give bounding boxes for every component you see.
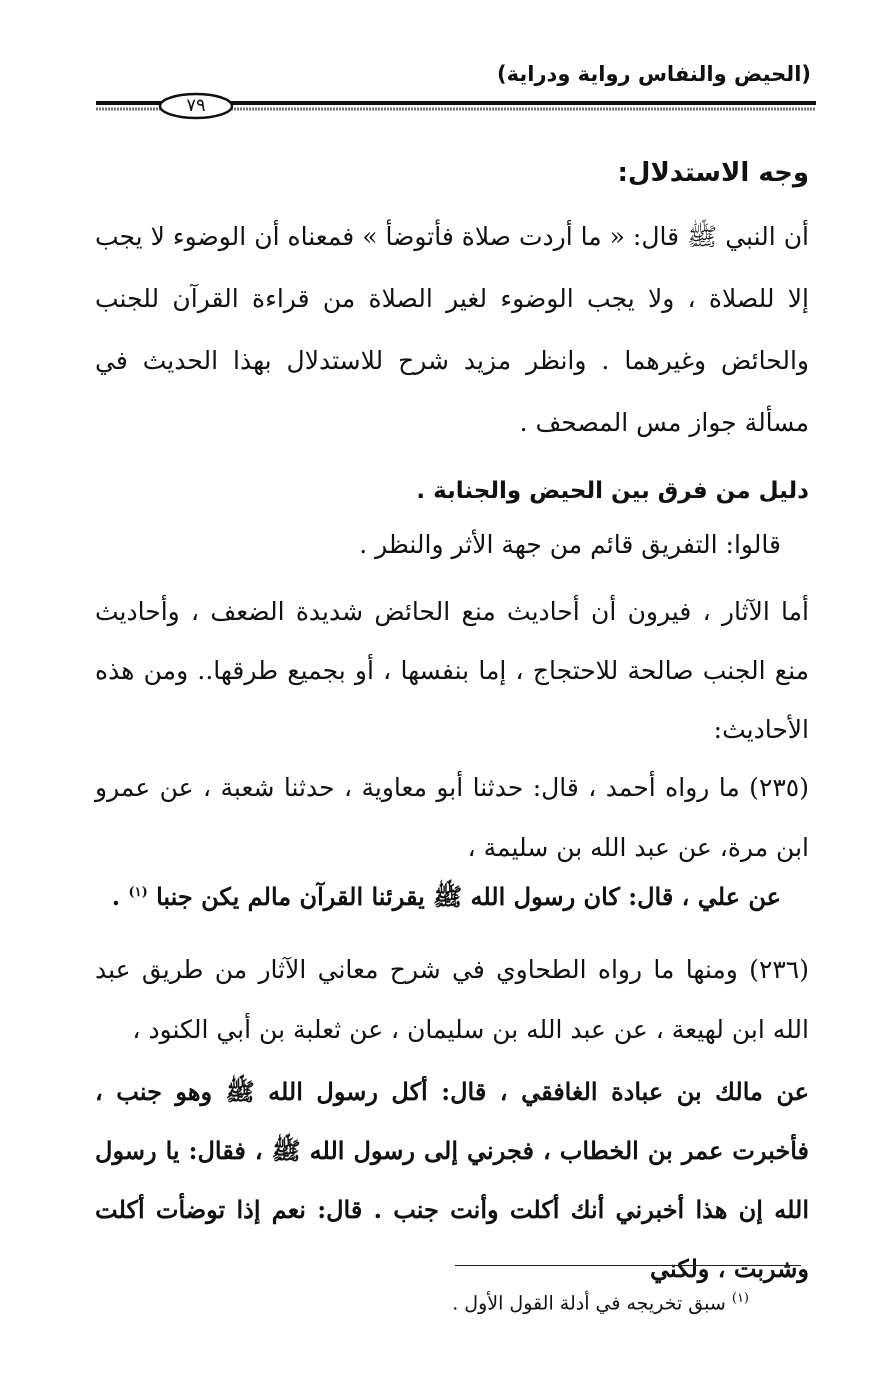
- paragraph-athar: أما الآثار ، فيرون أن أحاديث منع الحائض شديدة الضعف ، وأحاديث منع الجنب صالحة للاحتجاج ، إما بنفسها ، أو بجميع طرقها.. ومن هذه الأحاديث:: [95, 597, 810, 744]
- hadith-235-isnad: (٢٣٥) ما رواه أحمد ، قال: حدثنا أبو معاوية ، حدثنا شعبة ، عن عمرو ابن مرة، عن عبد الله بن سليمة ،: [95, 773, 809, 862]
- page-number: ٧٩: [186, 95, 206, 116]
- hadith-235-end: .: [111, 882, 121, 911]
- hadith-236-matn: عن مالك بن عبادة الغافقي ، قال: أكل رسول الله ﷺ وهو جنب ، فأخبرت عمر بن الخطاب ، فجرني إلى رسول الله ﷺ ، فقال: يا رسول الله إن هذا أخبرني أنك أكلت وأنت جنب . قال: نعم إذا توضأت أكلت وشربت ، ولكني: [95, 1077, 809, 1283]
- footnote-marker: (١): [731, 1291, 749, 1306]
- section-heading-dalil: دليل من فرق بين الحيض والجنابة .: [416, 478, 809, 504]
- section-heading-istidlal: وجه الاستدلال:: [617, 158, 809, 188]
- footnote-reference: (١): [128, 885, 148, 900]
- paragraph-tafriq: قالوا: التفريق قائم من جهة الأثر والنظر .: [359, 530, 781, 559]
- paragraph-istidlal: أن النبي ﷺ قال: « ما أردت صلاة فأتوضأ » فمعناه أن الوضوء لا يجب إلا للصلاة ، ولا يجب الوضوء لغير الصلاة من قراءة القرآن للجنب والحائض وغيرهما . وانظر مزيد شرح للاستدلال بهذا الحديث في مسألة جواز مس المصحف .: [95, 222, 809, 437]
- hadith-236-isnad: (٢٣٦) ومنها ما رواه الطحاوي في شرح معاني الآثار من طريق عبد الله ابن لهيعة ، عن عبد الله بن سليمان ، عن ثعلبة بن أبي الكنود ،: [95, 955, 809, 1044]
- hadith-235-text: عن علي ، قال: كان رسول الله ﷺ يقرئنا القرآن مالم يكن جنبا: [156, 882, 781, 911]
- footnote-text: سبق تخريجه في أدلة القول الأول .: [452, 1292, 726, 1315]
- footnote-divider: [455, 1265, 801, 1266]
- hadith-235-matn: [112, 882, 781, 917]
- running-title: (الحيض والنفاس رواية ودراية): [497, 62, 811, 86]
- footnote: [452, 1284, 749, 1318]
